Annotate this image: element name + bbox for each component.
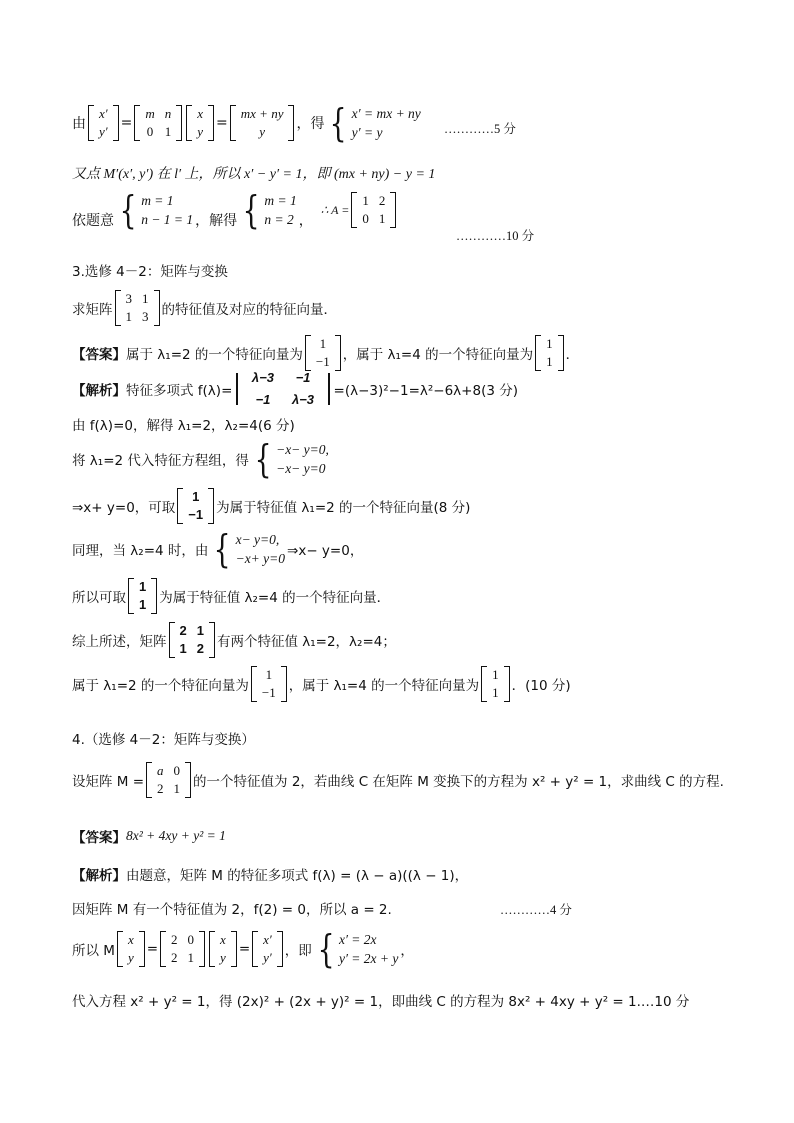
matrix-result — [230, 105, 295, 141]
equation-system-1: { m = 1 n − 1 = 1 — [119, 188, 194, 232]
vector — [177, 488, 214, 524]
text: 求矩阵 — [72, 302, 113, 318]
matrix-cell: x — [220, 932, 226, 947]
text: 由 — [72, 116, 86, 132]
det-cell: λ−3 — [291, 392, 315, 407]
text: 有两个特征值 λ₁=2，λ₂=4； — [216, 634, 396, 650]
equation-row: n − 1 = 1 — [141, 212, 194, 227]
vector — [251, 666, 287, 702]
matrix-cell: n — [164, 106, 172, 121]
vector — [128, 578, 157, 614]
matrix-cell: 1 — [546, 336, 553, 351]
text: 同理，当 λ₂=4 时，由 — [72, 543, 209, 559]
matrix-cell: x′ — [99, 106, 108, 121]
equation-system-2: { m = 1 n = 2 — [242, 188, 297, 232]
equals: = — [120, 115, 133, 131]
equation-system: { x′ = 2x y′ = 2x + y — [317, 927, 399, 971]
score-10: …………10 分 — [456, 229, 535, 243]
text: ，解得 — [195, 213, 238, 229]
q3-title — [72, 260, 228, 280]
equation-row: m = 1 — [264, 193, 297, 208]
q3-problem — [72, 290, 337, 326]
text: 将 λ₁=2 代入特征方程组，得 — [72, 453, 249, 469]
matrix-mn — [134, 105, 182, 141]
text: 设矩阵 M = — [72, 774, 145, 790]
det-cell: λ−3 — [251, 370, 274, 385]
matrix-cell: 0 — [187, 932, 195, 947]
answer-label: 【答案】 — [72, 830, 126, 846]
matrix-M — [146, 762, 191, 798]
matrix-cell: 1 — [187, 950, 195, 965]
score-5: …………5 分 — [444, 122, 516, 136]
equation-row: −x− y=0, — [276, 442, 329, 457]
text: 为属于特征值 λ₂=4 的一个特征向量． — [159, 590, 391, 606]
matrix-cell: 1 — [492, 685, 499, 700]
answer-label: 【答案】 — [72, 347, 126, 363]
matrix — [160, 931, 205, 967]
matrix-cell: 1 — [164, 124, 172, 139]
q4-analysis-4 — [72, 990, 689, 1010]
text: 的特征值及对应的特征向量． — [161, 302, 337, 318]
text: 属于 λ₁=2 的一个特征向量为 — [72, 678, 249, 694]
matrix — [117, 931, 145, 967]
vector — [481, 666, 510, 702]
q3-step-5 — [72, 527, 364, 571]
q3-step-8 — [72, 666, 571, 702]
analysis-label: 【解析】 — [72, 868, 126, 884]
q3-step-7 — [72, 622, 396, 658]
text: ，属于 λ₁=4 的一个特征向量为 — [342, 347, 534, 363]
matrix-cell: mx + ny — [240, 106, 284, 121]
matrix-cell: 2 — [171, 932, 178, 947]
q4-analysis-2 — [72, 898, 392, 918]
q3-step-3 — [72, 437, 331, 481]
matrix-cell: 1 — [546, 354, 553, 369]
matrix-cell: 2 — [157, 781, 164, 796]
answer: 8x² + 4xy + y² = 1 — [126, 828, 226, 843]
q4-problem — [72, 762, 724, 798]
matrix-cell: 1 — [492, 667, 499, 682]
derivation-line-2 — [72, 163, 435, 183]
equals: = — [216, 115, 228, 131]
matrix-cell: y — [197, 124, 204, 139]
text: ，即 — [284, 943, 312, 959]
q3-step-4 — [72, 488, 470, 524]
det-cell: −1 — [295, 370, 311, 385]
text: 依题意 — [72, 213, 114, 229]
equation-row: y′ = 2x + y — [338, 951, 399, 966]
matrix-cell: 1 — [173, 781, 181, 796]
matrix — [252, 931, 283, 967]
text: 代入方程 x² + y² = 1，得 (2x)² + (2x + y)² = 1，即曲线 C 的方程为 8x² + 4xy + y² = 1.…10 分 — [72, 994, 690, 1010]
q4-analysis-3 — [72, 927, 414, 971]
matrix-cell: 1 — [319, 336, 327, 351]
matrix-cell: x′ — [263, 932, 272, 947]
q3-analysis-1 — [72, 366, 518, 412]
q3-step-6 — [72, 578, 390, 614]
text: 属于 λ₁=2 的一个特征向量为 — [126, 347, 303, 363]
equals: = — [146, 941, 159, 957]
matrix-cell: 2 — [179, 623, 187, 638]
text: 由题意，矩阵 M 的特征多项式 f(λ) = (λ − a)((λ − 1)， — [126, 868, 469, 884]
text: 因矩阵 M 有一个特征值为 2，f(2) = 0，所以 a = 2. — [72, 902, 392, 918]
text: 特征多项式 f(λ)= — [126, 383, 233, 399]
matrix-cell: −1 — [188, 507, 204, 522]
equation-row: −x+ y=0 — [235, 551, 286, 566]
determinant — [232, 366, 333, 412]
text: ． — [565, 347, 580, 363]
equation-row: y′ = y — [351, 125, 383, 140]
text: ， — [400, 943, 414, 959]
det-cell: −1 — [255, 392, 271, 407]
text: 4.（选修 4－2：矩阵与变换） — [72, 732, 255, 748]
equation-row: m = 1 — [141, 193, 174, 208]
text: 的一个特征值为 2，若曲线 C 在矩阵 M 变换下的方程为 x² + y² = 1，求曲线 C 的方程. — [193, 774, 724, 790]
equation-system: { −x− y=0, −x− y=0 — [254, 437, 329, 481]
equation-system: { x′ = mx + ny y′ = y — [330, 101, 421, 145]
matrix — [209, 931, 237, 967]
q4-title — [72, 728, 255, 748]
matrix-cell: 3 — [142, 309, 149, 324]
matrix-cell: m — [145, 106, 155, 121]
text: 所以 M — [72, 943, 115, 959]
matrix-cell: −1 — [261, 685, 276, 700]
matrix-cell: 1 — [142, 291, 149, 306]
matrix-cell: 1 — [362, 193, 369, 208]
q3-step-2 — [72, 414, 295, 434]
matrix-cell: 2 — [171, 950, 178, 965]
text: 3.选修 4－2：矩阵与变换 — [72, 264, 228, 280]
matrix-cell: 3 — [125, 291, 132, 306]
matrix-cell: x — [127, 932, 134, 947]
derivation-line-3 — [72, 190, 398, 230]
matrix-cell: 1 — [139, 597, 147, 612]
equation-row: −x− y=0 — [276, 461, 326, 476]
analysis-label: 【解析】 — [72, 383, 126, 399]
equals: = — [238, 941, 251, 957]
therefore: ∴ A = — [320, 202, 350, 217]
matrix-cell: 0 — [173, 763, 181, 778]
equation-row: x′ = mx + ny — [351, 106, 421, 121]
equation-system: { x− y=0, −x+ y=0 — [214, 527, 286, 571]
matrix-cell: 2 — [378, 193, 386, 208]
text: 所以可取 — [72, 590, 126, 606]
text: ⇒x− y=0， — [287, 543, 364, 559]
matrix-cell: 1 — [265, 667, 273, 682]
matrix-cell: y — [220, 950, 226, 965]
text: 又点 M′(x′, y′) 在 l′ 上，所以 x′ − y′ = 1，即 (mx + ny) − y = 1 — [72, 167, 436, 182]
matrix-cell: 1 — [196, 623, 204, 638]
vector-2 — [535, 335, 564, 371]
text: ⇒x+ y=0，可取 — [72, 500, 176, 516]
matrix-cell: 1 — [139, 579, 147, 594]
matrix-cell: −1 — [315, 354, 330, 369]
q4-analysis-1 — [72, 864, 468, 884]
matrix-cell: a — [157, 763, 164, 778]
matrix-cell: 1 — [179, 641, 187, 656]
derivation-line-1 — [72, 101, 423, 145]
text: 由 f(λ)=0，解得 λ₁=2，λ₂=4(6 分) — [72, 418, 295, 434]
text: ， — [298, 213, 313, 229]
text: ．(10 分) — [511, 678, 571, 694]
matrix-cell: y — [127, 950, 134, 965]
q4-answer — [72, 826, 226, 846]
matrix-xprime — [88, 105, 119, 141]
equation-row: x′ = 2x — [338, 932, 377, 947]
matrix-cell: x — [197, 106, 204, 121]
matrix-cell: 0 — [362, 211, 369, 226]
matrix-q — [115, 290, 160, 326]
matrix-cell: y — [259, 124, 265, 139]
text: ，得 — [296, 116, 325, 132]
matrix-cell: y′ — [263, 950, 272, 965]
equation-row: n = 2 — [264, 212, 294, 227]
matrix-cell: 0 — [146, 124, 154, 139]
text: 为属于特征值 λ₁=2 的一个特征向量(8 分) — [216, 500, 471, 516]
matrix-cell: y′ — [99, 124, 108, 139]
text: =(λ−3)²−1=λ²−6λ+8(3 分) — [333, 383, 518, 399]
matrix-cell: 2 — [196, 641, 204, 656]
text: 综上所述，矩阵 — [72, 634, 167, 650]
matrix-A — [351, 192, 396, 228]
equation-row: x− y=0, — [235, 532, 280, 547]
score-4: …………4 分 — [500, 903, 572, 917]
text: ，属于 λ₁=4 的一个特征向量为 — [288, 678, 480, 694]
matrix-cell: 1 — [125, 309, 132, 324]
matrix-xy — [186, 105, 214, 141]
matrix — [169, 622, 215, 658]
matrix-cell: 1 — [378, 211, 386, 226]
matrix-cell: 1 — [192, 489, 200, 504]
